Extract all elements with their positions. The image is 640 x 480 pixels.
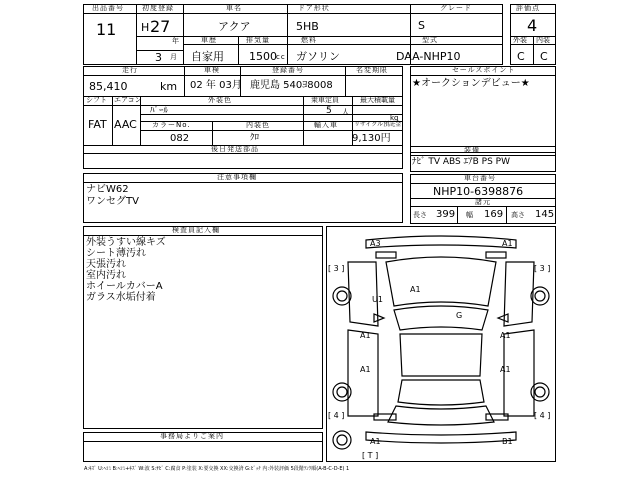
mileage-label: 走行	[122, 66, 138, 74]
fuel-value: ガソリン	[296, 50, 340, 63]
capacity-label: 乗車定員	[311, 96, 339, 104]
door-value: 5HB	[296, 20, 319, 33]
sales-label: セールスポイント	[452, 66, 516, 74]
mark-a3: A3	[370, 239, 381, 248]
len-value: 399	[436, 209, 456, 220]
inspect-label: 車検	[204, 66, 220, 74]
disp-value: 1500	[249, 50, 277, 63]
capacity-unit: 人	[342, 108, 350, 116]
disp-label: 排気量	[246, 36, 270, 44]
door-label: ドア形状	[298, 4, 330, 12]
mark-a1-l1: A1	[360, 331, 371, 340]
month-unit: 月	[170, 53, 178, 61]
capacity-value: 5	[326, 106, 332, 116]
mark-b4l: [ 4 ]	[328, 411, 345, 420]
usage-value: 自家用	[191, 50, 224, 63]
score-label: 評価点	[516, 4, 540, 12]
chassis-value: NHP10-6398876	[433, 185, 524, 198]
car-diagram	[326, 226, 556, 462]
hgt-value: 145	[535, 209, 555, 220]
notes-line-2: ワンセグTV	[86, 196, 139, 207]
year: 27	[150, 17, 171, 36]
inspection-line: ガラス水垢付着	[86, 292, 156, 303]
int-label: 内装	[536, 36, 550, 44]
dims-label: 諸元	[475, 198, 491, 206]
disp-unit: cc	[276, 53, 286, 61]
mark-g: G	[456, 311, 463, 320]
model-name: アクア	[218, 20, 251, 33]
mark-b4r: [ 4 ]	[534, 411, 551, 420]
int-value: C	[540, 50, 548, 63]
mark-a1-bl: A1	[370, 437, 381, 446]
sales-text: ★オークションデビュー★	[412, 78, 530, 89]
year-unit: 年	[172, 37, 180, 45]
colorno-label: カラーNo.	[152, 121, 191, 129]
inspection-line: シート薄汚れ	[86, 248, 146, 259]
acc-label: 後日発送部品	[211, 145, 259, 153]
lot-number: 11	[96, 20, 117, 39]
mark-a1-l2: A1	[360, 365, 371, 374]
mark-a1-tr: A1	[502, 239, 513, 248]
type-label: 型式	[422, 36, 438, 44]
fuel-label: 燃料	[301, 36, 317, 44]
mark-b3r: [ 3 ]	[534, 264, 551, 273]
mark-a1-roof: A1	[410, 285, 421, 294]
colorno-value: 082	[170, 133, 190, 144]
mark-a1-r2: A1	[500, 365, 511, 374]
wid-label: 幅	[466, 211, 473, 219]
score-value: 4	[527, 16, 538, 35]
chassis-label: 車台番号	[464, 174, 496, 182]
mileage-unit: km	[160, 80, 178, 93]
recycle-value: 9,130円	[352, 133, 391, 144]
inspection-line: 天張汚れ	[86, 259, 126, 270]
inspection-line: 外装うすい線キズ	[86, 237, 166, 248]
mark-b3l: [ 3 ]	[328, 264, 345, 273]
mark-bt: [ T ]	[362, 451, 379, 460]
hgt-label: 高さ	[511, 211, 525, 219]
shift-value: FAT	[88, 118, 107, 131]
notes-label: 注意事項欄	[217, 173, 257, 181]
model-label: 車名	[226, 4, 242, 12]
mark-a1-r1: A1	[500, 331, 511, 340]
plate-value: 鹿児島 540ﾖ8008	[250, 80, 333, 91]
legend-text: A:ｷｽﾞ U:ﾍｺﾐ B:ﾍｺﾐ+ｷｽﾞ W:波 S:ｻﾋﾞ C:腐食 P:塗装 X:要交換 XX:交換済 G:ﾋﾞｯﾁ 内:外装評価 5段階ﾗﾝｸ順(A-B-C-D-E) 1	[84, 466, 350, 472]
import-label: 輸入車	[314, 121, 338, 129]
grade-value: S	[418, 19, 425, 32]
intcolor-value: ｸﾛ	[250, 133, 260, 143]
color-label: 外装色	[208, 96, 232, 104]
usage-label: 車歴	[201, 36, 217, 44]
type-value: DAA-NHP10	[396, 50, 461, 63]
reg-label: 初度登録	[142, 4, 174, 12]
ac-value: AAC	[114, 118, 137, 131]
inspect-value: 02 年 03月	[190, 80, 242, 91]
lot-label: 出品番号	[92, 4, 124, 12]
equip-text: ﾅﾋﾞ TV ABS ｴｱB PS PW	[412, 157, 510, 167]
load-label: 最大積載量	[360, 96, 395, 104]
mark-u1: U1	[372, 295, 383, 304]
inspection-line: 室内汚れ	[86, 270, 126, 281]
shift-label: シフト	[86, 96, 107, 104]
ac-label: エアコン	[114, 96, 142, 104]
era: H	[141, 21, 150, 34]
load-unit: kg	[390, 114, 399, 122]
mark-b1: B1	[502, 437, 513, 446]
ext-value: C	[517, 50, 525, 63]
wid-value: 169	[484, 209, 504, 220]
grade-label: グレード	[440, 4, 472, 12]
month: 3	[155, 51, 162, 64]
acc-box	[83, 154, 403, 169]
recycle-label: リサイクル預託金	[354, 121, 402, 128]
color-value: ﾊﾟｰﾙ	[150, 106, 169, 116]
plate-label: 登録番号	[272, 66, 304, 74]
inspection-line: ホイールカバーA	[86, 281, 163, 292]
notes-line-1: ナビW62	[86, 184, 129, 195]
change-label: 名変期限	[356, 66, 388, 74]
equip-label: 装備	[464, 146, 480, 154]
len-label: 長さ	[413, 211, 427, 219]
mileage-value: 85,410	[89, 80, 128, 93]
ext-label: 外装	[513, 36, 527, 44]
intcolor-label: 内装色	[246, 121, 270, 129]
inspection-label: 検査員記入欄	[172, 226, 220, 234]
office-label: 事務局よりご案内	[160, 432, 224, 440]
